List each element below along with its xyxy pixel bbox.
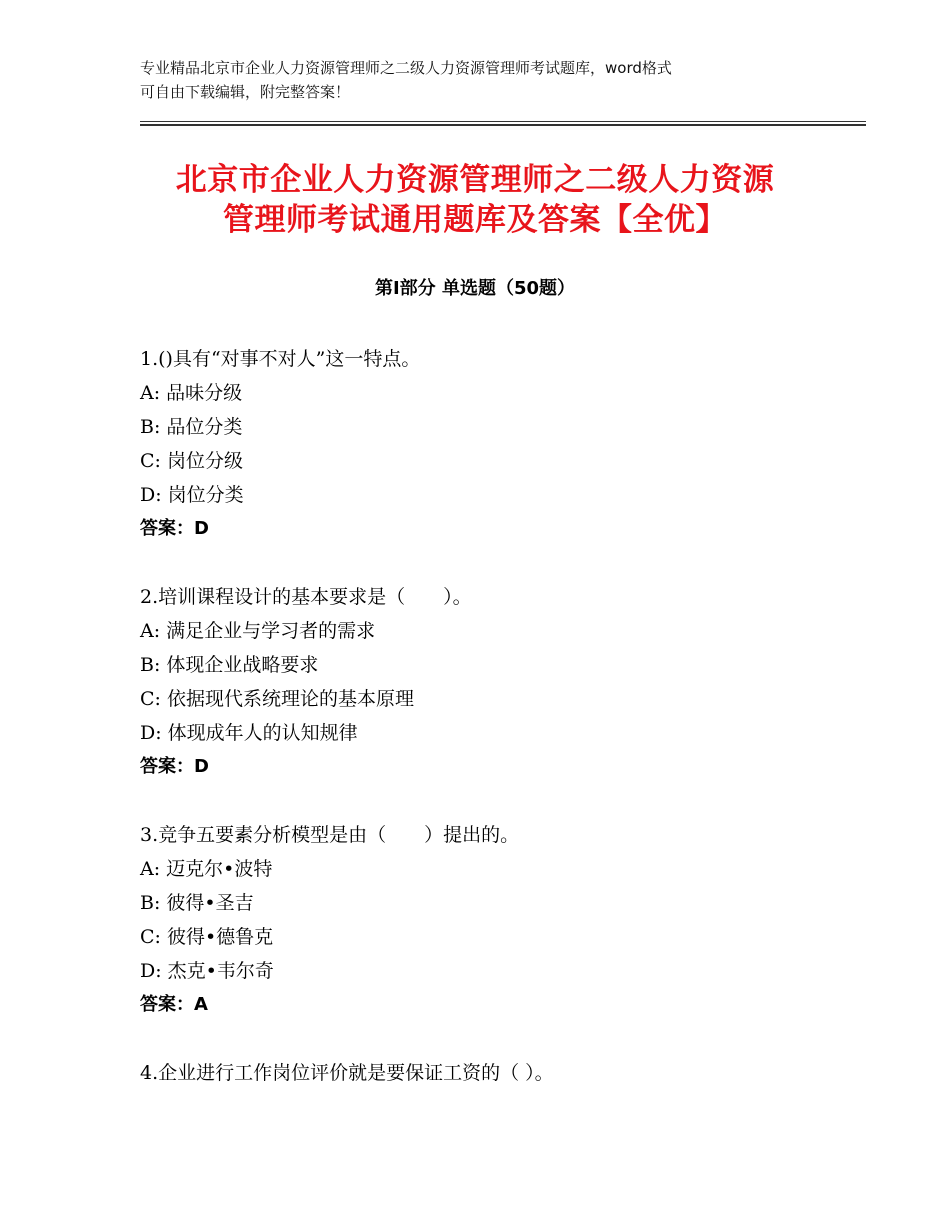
header-note [140,56,820,104]
question-stem: 1.()具有“对事不对人”这一特点。 [140,348,421,370]
header-note-line-2: 可自由下载编辑，附完整答案！ [140,83,351,101]
option-b: B: 品位分类 [140,416,243,438]
answer: 答案：D [140,756,209,777]
spacer [140,784,840,818]
question-2 [140,580,840,784]
option-b: B: 彼得•圣吉 [140,892,254,914]
header-note-line-1: 专业精品北京市企业人力资源管理师之二级人力资源管理师考试题库，word格式 [140,59,672,77]
option-a: A: 满足企业与学习者的需求 [140,620,376,642]
option-c: C: 依据现代系统理论的基本原理 [140,688,414,710]
option-d: D: 杰克•韦尔奇 [140,960,274,982]
header-divider-thin [140,121,866,122]
spacer [140,1022,840,1056]
option-c: C: 彼得•德鲁克 [140,926,274,948]
question-4 [140,1056,840,1090]
answer: 答案：A [140,994,208,1015]
document-title [100,160,850,240]
option-d: D: 岗位分类 [140,484,244,506]
answer: 答案：D [140,518,209,539]
spacer [140,546,840,580]
question-stem: 4.企业进行工作岗位评价就是要保证工资的（ ）。 [140,1062,554,1084]
question-stem: 2.培训课程设计的基本要求是（ ）。 [140,586,472,608]
document-title-line-1: 北京市企业人力资源管理师之二级人力资源 [175,162,775,198]
option-a: A: 品味分级 [140,382,243,404]
option-d: D: 体现成年人的认知规律 [140,722,358,744]
section-heading: 第Ⅰ部分 单选题（50题） [374,278,575,299]
option-b: B: 体现企业战略要求 [140,654,319,676]
header-divider-thick [140,124,866,126]
question-list [140,342,840,1090]
question-1 [140,342,840,546]
question-3 [140,818,840,1022]
question-stem: 3.竞争五要素分析模型是由（ ）提出的。 [140,824,520,846]
option-a: A: 迈克尔•波特 [140,858,273,880]
option-c: C: 岗位分级 [140,450,243,472]
document-title-line-2: 管理师考试通用题库及答案【全优】 [223,202,727,238]
